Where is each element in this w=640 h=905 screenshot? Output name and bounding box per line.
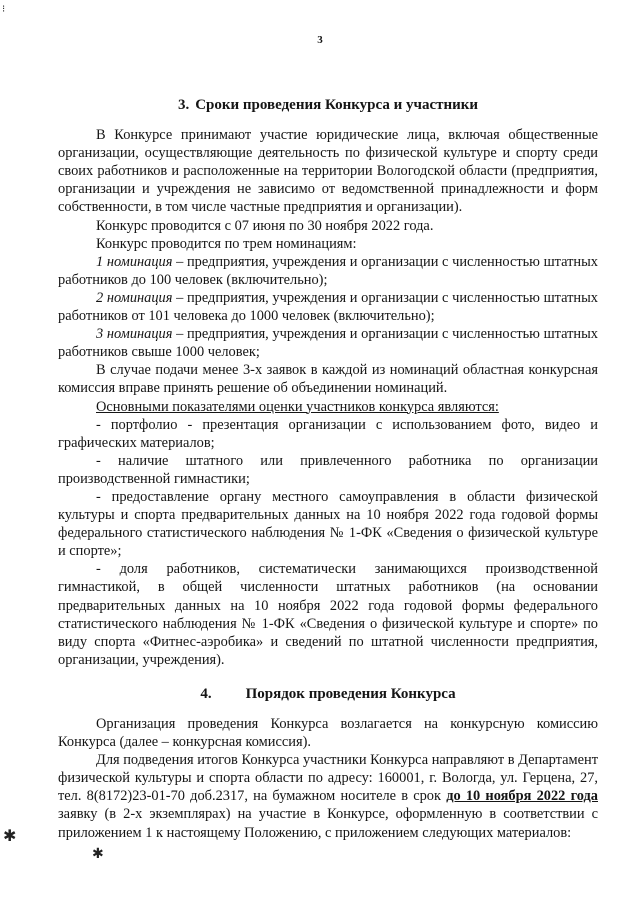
submission-text-b: заявку (в 2-х экземплярах) на участие в Конкурсе, оформленную в соответствии с приложением 1 к настоящему Положению, с приложением следующих материалов:: [58, 806, 598, 841]
scan-mark-bottom: ✱: [92, 846, 104, 862]
nominations-intro: Конкурс проводится по трем номинациям:: [96, 235, 357, 252]
contest-dates-paragraph: Конкурс проводится с 07 июня по 30 ноября 2022 года.: [96, 217, 434, 234]
nomination-1-text: – предприятия, учреждения и организации с численностью штатных работников до 100 человек (включительно);: [58, 253, 599, 288]
nomination-3-label: 3 номинация: [96, 326, 173, 343]
section-4-title: Порядок проведения Конкурса: [245, 685, 456, 702]
section-3-title: Сроки проведения Конкурса и участники: [195, 97, 479, 113]
nomination-3: [58, 325, 598, 361]
submission-text-a: Для подведения итогов Конкурса участники Конкурса направляют в Департамент физической культуры и спорта области по адресу: 160001, г. Вологда, ул. Герцена, 27, тел. 8(8172)23-01-70 доб.2317, на бумажном носителе в срок: [58, 752, 598, 805]
nomination-2: [58, 289, 598, 325]
section-3-number: 3.: [177, 97, 190, 113]
submission-paragraph: [58, 751, 598, 841]
scan-mark-top-left: ⁝: [2, 4, 6, 15]
criteria-heading-text: Основными показателями оценки участников конкурса являются:: [96, 398, 499, 415]
section-3-heading: [58, 96, 598, 114]
criterion-statistics: - предоставление органу местного самоуправления в области физической культуры и спорта предварительных данных на 10 ноября 2022 года годовой формы федерального статистического наблюдения № 1-ФК «Сведения о физической культуре и спорте»;: [58, 488, 598, 560]
nomination-2-text: – предприятия, учреждения и организации с численностью штатных работников от 101 человека до 1000 человек (включительно);: [58, 289, 599, 325]
merge-nominations-paragraph: В случае подачи менее 3-х заявок в каждой из номинаций областная конкурсная комиссия вправе принять решение об объединении номинаций.: [58, 362, 598, 397]
page-number: 3: [317, 34, 323, 46]
section-4-number: 4.: [200, 685, 212, 702]
commission-paragraph: Организация проведения Конкурса возлагается на конкурсную комиссию Конкурса (далее – конкурсная комиссия).: [58, 716, 598, 751]
nomination-1-label: 1 номинация: [96, 253, 173, 270]
section-4-heading: [58, 685, 598, 703]
nomination-3-text: – предприятия, учреждения и организации с численностью штатных работников свыше 1000 человек;: [58, 326, 599, 361]
document-body: [58, 96, 598, 842]
criterion-share: - доля работников, систематически занимающихся производственной гимнастикой, в общей численности штатных работников (на основании предварительных данных на 10 ноября 2022 года годовой формы федерального статистического наблюдения № 1-ФК «Сведения о физической культуре и спорте» по виду спорта «Фитнес-аэробика» и сведений по штатной численности предприятия, организации, учреждения).: [58, 561, 598, 668]
criterion-portfolio: - портфолио - презентация организации с использованием фото, видео и графических материалов;: [58, 416, 598, 451]
nomination-2-label: 2 номинация: [96, 289, 173, 306]
nomination-1: [58, 253, 598, 289]
participants-paragraph: В Конкурсе принимают участие юридические лица, включая общественные организации, осуществляющие деятельность по физической культуре и спорту среди своих работников и расположенные на территории Вологодской области (предприятия, организации и учреждения не зависимо от ведомственной принадлежности и форм собственности, в том числе частные предприятия и организации).: [58, 127, 598, 216]
criterion-staff: - наличие штатного или привлеченного работника по организации производственной гимнастики;: [58, 452, 598, 487]
scan-mark-left: ✱: [3, 826, 17, 845]
criteria-heading: [58, 398, 598, 416]
submission-deadline: до 10 ноября 2022 года: [446, 788, 598, 805]
